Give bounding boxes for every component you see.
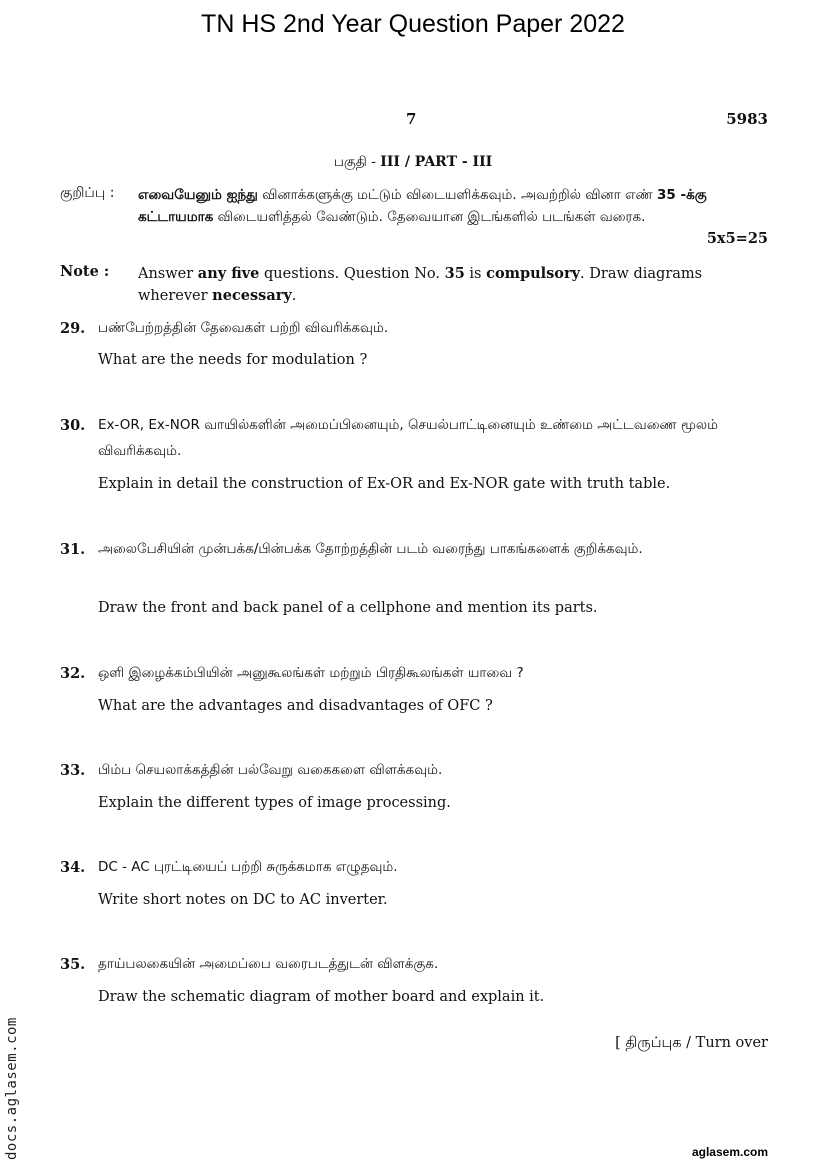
note-text-part: is: [464, 266, 487, 282]
note-label: Note :: [60, 263, 110, 280]
question-number: 35.: [60, 956, 86, 973]
question-tamil: பிம்ப செயலாக்கத்தின் பல்வேறு வகைகளை விளக்கவும்.: [98, 762, 443, 778]
question-number: 34.: [60, 859, 86, 876]
question-english: Draw the front and back panel of a cellphone and mention its parts.: [98, 600, 598, 616]
note-text: [138, 263, 738, 307]
question-number: 32.: [60, 665, 86, 682]
tamil-note-bold-any-five: எவையேனும் ஐந்து: [138, 187, 258, 203]
page-header-title: TN HS 2nd Year Question Paper 2022: [201, 10, 625, 38]
site-footer-link[interactable]: aglasem.com: [691, 1145, 768, 1159]
page-number: 7: [406, 110, 417, 128]
turn-over-note: [ திருப்புக / Turn over: [615, 1035, 768, 1051]
question-english: Explain the different types of image processing.: [98, 795, 451, 811]
note-bold-necessary: necessary: [212, 287, 292, 304]
note-text-part: questions. Question No.: [259, 266, 445, 282]
question-tamil: அலைபேசியின் முன்பக்க/பின்பக்க தோற்றத்தின் படம் வரைந்து பாகங்களைக் குறிக்கவும்.: [98, 541, 643, 557]
question-tamil: பண்பேற்றத்தின் தேவைகள் பற்றி விவரிக்கவும்.: [98, 320, 389, 336]
question-tamil: DC - AC புரட்டியைப் பற்றி சுருக்கமாக எழுதவும்.: [98, 859, 398, 875]
note-bold-any-five: any five: [197, 265, 260, 282]
question-english: What are the advantages and disadvantages of OFC ?: [98, 698, 493, 714]
marks-allocation: 5x5=25: [706, 230, 768, 247]
note-text-part: . Draw diagrams wherever: [138, 266, 703, 304]
tamil-note-label: குறிப்பு :: [60, 185, 115, 201]
part-heading-english: III / PART - III: [380, 154, 493, 170]
question-number: 33.: [60, 762, 86, 779]
question-tamil: ஒளி இழைக்கம்பியின் அனுகூலங்கள் மற்றும் பிரதிகூலங்கள் யாவை ?: [98, 665, 524, 681]
tamil-note-text-part2: விடையளித்தல் வேண்டும். தேவையான இடங்களில் படங்கள் வரைக.: [213, 209, 646, 225]
note-bold-compulsory: compulsory: [486, 265, 581, 282]
question-english: What are the needs for modulation ?: [98, 352, 368, 368]
question-english: Explain in detail the construction of Ex-OR and Ex-NOR gate with truth table.: [98, 476, 671, 492]
question-tamil: Ex-OR, Ex-NOR வாயில்களின் அமைப்பினையும், செயல்பாட்டினையும் உண்மை அட்டவணை மூலம் விவரிக்கவும்.: [98, 417, 718, 459]
note-text-part: .: [291, 288, 297, 304]
question-english: Draw the schematic diagram of mother board and explain it.: [98, 989, 545, 1005]
note-bold-question-number: 35: [444, 265, 465, 282]
question-number: 30.: [60, 417, 86, 434]
question-tamil: தாய்பலகையின் அமைப்பை வரைபடத்துடன் விளக்குக.: [98, 956, 439, 972]
part-heading-tamil: பகுதி -: [333, 154, 381, 170]
tamil-note-text: [138, 184, 730, 228]
part-heading: [0, 154, 826, 172]
note-text-part: Answer: [138, 266, 198, 282]
tamil-note-bold-compulsory: 35 -க்கு கட்டாயமாக: [138, 187, 707, 225]
paper-code: 5983: [726, 110, 768, 128]
question-number: 31.: [60, 541, 86, 558]
side-watermark: docs.aglasem.com: [4, 1017, 20, 1160]
question-number: 29.: [60, 320, 86, 337]
tamil-note-text-part1: வினாக்களுக்கு மட்டும் விடையளிக்கவும். அவற்றில் வினா எண்: [257, 187, 658, 203]
question-english: Write short notes on DC to AC inverter.: [98, 892, 388, 908]
